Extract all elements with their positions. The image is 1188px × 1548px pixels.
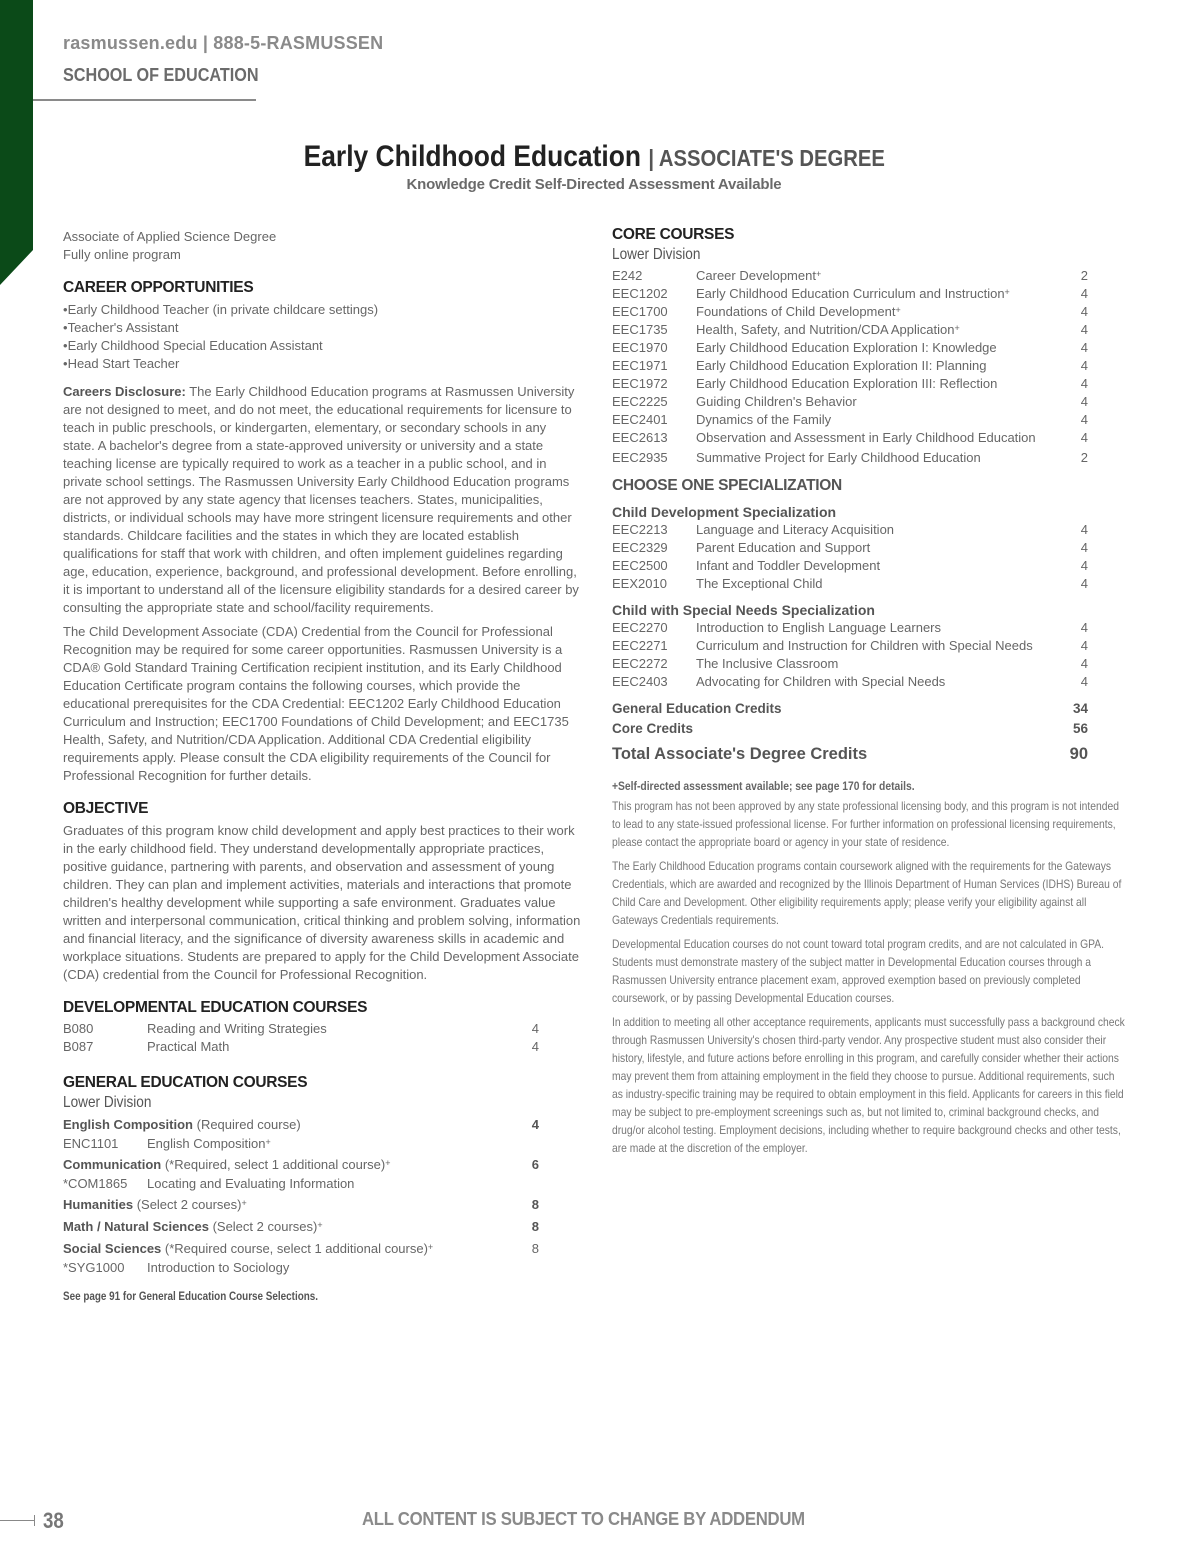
page-title xyxy=(303,140,884,174)
plus-mark: + xyxy=(954,323,960,333)
course-credits: 4 xyxy=(1080,358,1088,373)
course-name: The Exceptional Child xyxy=(696,576,823,591)
course-code: EEC2272 xyxy=(612,656,668,671)
school-name: SCHOOL OF EDUCATION xyxy=(63,65,259,85)
course-credits: 4 xyxy=(1080,376,1088,391)
total-label: General Education Credits xyxy=(612,701,782,716)
course-name: Early Childhood Education Exploration III: Reflection xyxy=(696,376,998,391)
course-credits: 4 xyxy=(1080,558,1088,573)
assessment-note: Knowledge Credit Self-Directed Assessment Available xyxy=(406,176,782,193)
course-name: Practical Math xyxy=(147,1039,230,1054)
course-credits: 4 xyxy=(1080,286,1088,301)
course-row xyxy=(612,375,1088,393)
course-credits: 4 xyxy=(1080,322,1088,337)
career-item: • Early Childhood Special Education Assistant xyxy=(63,337,581,355)
course-row xyxy=(612,539,1088,557)
course-row xyxy=(612,429,1088,447)
plus-mark: + xyxy=(265,1137,271,1147)
plus-mark: + xyxy=(241,1198,247,1208)
course-row xyxy=(612,393,1088,411)
course-row xyxy=(612,357,1088,375)
course-code: EEC1700 xyxy=(612,304,668,319)
course-name: Reading and Writing Strategies xyxy=(147,1021,327,1036)
gen-group-note: (*Required, select 1 additional course) xyxy=(161,1157,386,1172)
course-code: *SYG1000 xyxy=(63,1260,125,1275)
plus-mark: + xyxy=(317,1220,323,1230)
course-row xyxy=(612,339,1088,357)
gen-group-label: English Composition xyxy=(63,1117,193,1132)
gen-group-row xyxy=(63,1115,539,1135)
course-credits: 4 xyxy=(1080,304,1088,319)
page-number: 38 xyxy=(43,1508,64,1533)
gen-group-credits: 4 xyxy=(531,1117,539,1132)
course-row xyxy=(612,673,1088,691)
course-name: The Inclusive Classroom xyxy=(696,656,839,671)
site-contact: rasmussen.edu | 888-5-RASMUSSEN xyxy=(63,33,384,53)
footer-rule xyxy=(0,1520,34,1521)
course-row xyxy=(63,1259,539,1277)
core-division: Lower Division xyxy=(612,246,701,263)
course-code: EEC2403 xyxy=(612,674,668,689)
course-name: Curriculum and Instruction for Children with Special Needs xyxy=(696,638,1033,653)
degree-type: | ASSOCIATE'S DEGREE xyxy=(648,145,885,171)
delivery-line: Fully online program xyxy=(63,247,181,262)
gen-group-row xyxy=(63,1195,539,1215)
course-name: Early Childhood Education Exploration II: Planning xyxy=(696,358,987,373)
total-label: Core Credits xyxy=(612,721,694,736)
course-name: Summative Project for Early Childhood Education xyxy=(696,450,981,465)
gen-group-credits: 8 xyxy=(531,1241,539,1256)
gen-group-credits: 6 xyxy=(531,1157,539,1172)
course-name: Parent Education and Support xyxy=(696,540,871,555)
gen-group-label: Math / Natural Sciences xyxy=(63,1219,209,1234)
course-row xyxy=(612,575,1088,593)
course-credits: 4 xyxy=(1080,430,1088,445)
course-code: EEC2500 xyxy=(612,558,668,573)
plus-mark: + xyxy=(427,1242,434,1252)
footer-disclaimer: ALL CONTENT IS SUBJECT TO CHANGE BY ADDENDUM xyxy=(362,1509,805,1529)
course-row xyxy=(612,267,1088,285)
general-division: Lower Division xyxy=(63,1094,152,1111)
gen-group-label: Social Sciences xyxy=(63,1241,162,1256)
developmental-table xyxy=(63,1020,539,1056)
program-name: Early Childhood Education xyxy=(303,140,641,173)
course-credits: 2 xyxy=(1080,450,1088,465)
career-list xyxy=(63,301,581,373)
specialization-title: Child with Special Needs Specialization xyxy=(612,602,875,618)
header-divider xyxy=(33,99,256,101)
page-title-block xyxy=(0,140,1188,193)
career-heading: CAREER OPPORTUNITIES xyxy=(63,279,254,296)
gen-group-note: (Select 2 courses) xyxy=(208,1219,318,1234)
objective-text: Graduates of this program know child development and apply best practices to their work in the early childhood field. They understand developmentally appropriate practices, positive guidance, partnering with parents, and observation and assessment of young children. They can plan and implement activities, materials and interactions that promote children's healthy development while supporting a safe environment. Graduates value written and interpersonal communication, critical thinking and problem solving, information and financial literacy, and the significance of diversity awareness skills in academic and workplace situations. Students are prepared to apply for the Child Development Associate (CDA) credential from the Council for Professional Recognition. xyxy=(63,823,581,982)
gen-group-row xyxy=(63,1155,539,1175)
footer-rule-tick xyxy=(34,1515,35,1526)
specialization-title: Child Development Specialization xyxy=(612,504,837,520)
course-row xyxy=(612,655,1088,673)
degree-line: Associate of Applied Science Degree xyxy=(63,229,277,244)
core-credits-row xyxy=(612,719,1088,739)
course-credits: 4 xyxy=(1080,412,1088,427)
plus-mark: + xyxy=(815,269,822,279)
total-value: 34 xyxy=(1072,701,1088,716)
course-name: Guiding Children's Behavior xyxy=(696,394,857,409)
career-item: • Early Childhood Teacher (in private childcare settings) xyxy=(63,301,581,319)
specialization-group xyxy=(612,601,1088,691)
gen-group-row xyxy=(63,1217,539,1237)
course-code: EEC2225 xyxy=(612,394,668,409)
course-code: EEC2270 xyxy=(612,620,668,635)
gen-group-credits: 8 xyxy=(531,1197,539,1212)
course-name: Introduction to English Language Learners xyxy=(696,620,942,635)
course-code: *COM1865 xyxy=(63,1176,128,1191)
course-name: Observation and Assessment in Early Childhood Education xyxy=(696,430,1036,445)
disclosure-label: Careers Disclosure: xyxy=(63,384,186,399)
course-row xyxy=(612,303,1088,321)
specialization-group xyxy=(612,503,1088,593)
course-credits: 2 xyxy=(1080,268,1088,283)
gen-ed-credits-row xyxy=(612,699,1088,719)
course-code: EEC2613 xyxy=(612,430,668,445)
course-code: EEC2271 xyxy=(612,638,668,653)
gen-group-note: (Select 2 courses) xyxy=(133,1197,242,1212)
course-name: Advocating for Children with Special Needs xyxy=(696,674,946,689)
course-name: Early Childhood Education Exploration I: Knowledge xyxy=(696,340,997,355)
core-table xyxy=(612,267,1088,467)
gen-group-label: Humanities xyxy=(63,1197,134,1212)
course-name: Dynamics of the Family xyxy=(696,412,832,427)
course-credits: 4 xyxy=(1080,620,1088,635)
course-code: ENC1101 xyxy=(63,1136,119,1151)
career-item: • Teacher's Assistant xyxy=(63,319,581,337)
course-row xyxy=(612,321,1088,339)
course-row xyxy=(612,637,1088,655)
credit-totals xyxy=(612,699,1088,767)
course-code: EEC2213 xyxy=(612,522,668,537)
cda-paragraph: The Child Development Associate (CDA) Credential from the Council for Professional Recognition may be required for some career opportunities. Rasmussen University is a CDA® Gold Standard Training Certification recipient institution, and its Early Childhood Education Certificate program contains the following courses, which provide the educational prerequisites for the CDA Credential: EEC1202 Early Childhood Education Curriculum and Instruction; EEC1700 Foundations of Child Development; and EEC1735 Health, Safety, and Nutrition/CDA Application. Additional CDA Credential eligibility requirements apply. Please consult the CDA eligibility requirements of the Council for Professional Recognition for further details. xyxy=(63,624,569,783)
course-credits: 4 xyxy=(1080,540,1088,555)
course-row xyxy=(63,1175,539,1193)
disclosure-text: The Early Childhood Education programs at Rasmussen University are not designed to meet, and do not meet, the educational requirements for licensure to teach in public preschools, or kindergarten, elementary, or secondary schools in any state. A bachelor's degree from a state-approved university or university and a state teaching license are typically required to work as a teacher in a public school, and in private school settings. The Rasmussen University Early Childhood Education programs are not approved by any state agency that licenses teachers. States, municipalities, districts, or individual schools may have more stringent licensure requirements and other standards. Childcare facilities and the states in which they are located establish qualifications for staff that work with children, and often implement guidelines regarding age, education, experience, background, and professional development. Before enrolling, it is important to understand all of the licensure eligibility standards for a desired career by consulting the appropriate state and school/facility requirements. xyxy=(63,384,579,615)
course-credits: 4 xyxy=(1080,638,1088,653)
plus-mark: + xyxy=(895,305,901,315)
course-name: Language and Literacy Acquisition xyxy=(696,522,895,537)
course-code: EEC1972 xyxy=(612,376,668,391)
gen-group-note: (*Required course, select 1 additional course) xyxy=(161,1241,428,1256)
career-item: • Head Start Teacher xyxy=(63,355,581,373)
course-row xyxy=(63,1135,539,1153)
course-credits: 4 xyxy=(1080,522,1088,537)
core-heading: CORE COURSES xyxy=(612,226,735,243)
course-name: Infant and Toddler Development xyxy=(696,558,881,573)
course-code: EEX2010 xyxy=(612,576,667,591)
developmental-heading: DEVELOPMENTAL EDUCATION COURSES xyxy=(63,999,368,1016)
total-value: 56 xyxy=(1072,721,1088,736)
course-code: E242 xyxy=(612,268,643,283)
course-credits: 4 xyxy=(1080,394,1088,409)
specialization-heading: CHOOSE ONE SPECIALIZATION xyxy=(612,477,842,494)
course-code: EEC2329 xyxy=(612,540,668,555)
general-heading: GENERAL EDUCATION COURSES xyxy=(63,1074,308,1091)
course-row xyxy=(612,619,1088,637)
course-code: EEC1971 xyxy=(612,358,668,373)
course-credits: 4 xyxy=(531,1039,539,1054)
gen-group-label: Communication xyxy=(63,1157,162,1172)
course-code: B087 xyxy=(63,1039,94,1054)
course-name: Foundations of Child Development xyxy=(696,304,896,319)
course-row xyxy=(63,1038,539,1056)
course-code: EEC1970 xyxy=(612,340,668,355)
gen-group-row xyxy=(63,1239,539,1259)
course-row xyxy=(612,449,1088,467)
right-column xyxy=(612,226,1132,1163)
objective-heading: OBJECTIVE xyxy=(63,800,149,817)
gateways-note: The Early Childhood Education programs contain coursework aligned with the requirements for the Gateways Credentials, which are awarded and recognized by the Illinois Department of Human Services (IDHS) Bureau of Child Care and Development. Other eligibility requirements apply; please verify your eligibility against all Gateways Credentials requirements. xyxy=(612,859,1122,927)
course-credits: 4 xyxy=(1080,656,1088,671)
total-value: 90 xyxy=(1069,745,1088,763)
developmental-note: Developmental Education courses do not count toward total program credits, and are not calculated in GPA. Students must demonstrate mastery of the subject matter in Developmental Education courses through a Rasmussen University entrance placement exam, approved exemption based on previously completed coursework, or by passing Developmental Education courses. xyxy=(612,937,1105,1005)
course-name: English Composition xyxy=(147,1136,266,1151)
background-check-note: In addition to meeting all other acceptance requirements, applicants must successfully pass a background check through Rasmussen University's chosen third-party vendor. Any prospective student must also consider their history, lifestyle, and future actions before enrolling in this program, and carefully consider whether their actions may prevent them from attaining employment in the field they choose to pursue. Additional requirements, such as industry-specific training may be required to obtain employment in this field. Applicants for careers in this field may be subject to pre-employment screenings such as, but not limited to, criminal background checks, and drug/or alcohol testing. Employment decisions, including whether to require background checks and other tests, are made at the discretion of the employer. xyxy=(612,1015,1125,1155)
course-code: EEC1202 xyxy=(612,286,668,301)
course-name: Early Childhood Education Curriculum and Instruction xyxy=(696,286,1005,301)
course-row xyxy=(612,411,1088,429)
course-row xyxy=(612,521,1088,539)
plus-mark: + xyxy=(1004,287,1010,297)
degree-credits-row xyxy=(612,741,1088,767)
course-row xyxy=(612,285,1088,303)
course-row xyxy=(63,1020,539,1038)
general-table xyxy=(63,1115,539,1277)
gen-group-note: (Required course) xyxy=(193,1117,301,1132)
course-credits: 4 xyxy=(531,1021,539,1036)
course-name: Health, Safety, and Nutrition/CDA Application xyxy=(696,322,955,337)
course-name: Locating and Evaluating Information xyxy=(147,1176,355,1191)
course-credits: 4 xyxy=(1080,576,1088,591)
careers-disclosure xyxy=(63,383,581,617)
self-directed-note: +Self-directed assessment available; see page 170 for details. xyxy=(612,779,915,793)
gen-ed-reference: See page 91 for General Education Course Selections. xyxy=(63,1291,319,1303)
total-label: Total Associate's Degree Credits xyxy=(612,745,868,763)
course-code: EEC2935 xyxy=(612,450,668,465)
course-code: B080 xyxy=(63,1021,94,1036)
course-name: Introduction to Sociology xyxy=(147,1260,290,1275)
plus-mark: + xyxy=(385,1158,391,1168)
course-row xyxy=(612,557,1088,575)
left-column xyxy=(63,228,581,1303)
course-name: Career Development xyxy=(696,268,816,283)
course-code: EEC1735 xyxy=(612,322,668,337)
course-credits: 4 xyxy=(1080,674,1088,689)
licensing-note: This program has not been approved by any state professional licensing body, and this program is not intended to lead to any state-issued professional license. For further information on professional licensing requirements, please contact the appropriate board or agency in your state of residence. xyxy=(612,799,1119,849)
course-credits: 4 xyxy=(1080,340,1088,355)
gen-group-credits: 8 xyxy=(531,1219,539,1234)
course-code: EEC2401 xyxy=(612,412,668,427)
